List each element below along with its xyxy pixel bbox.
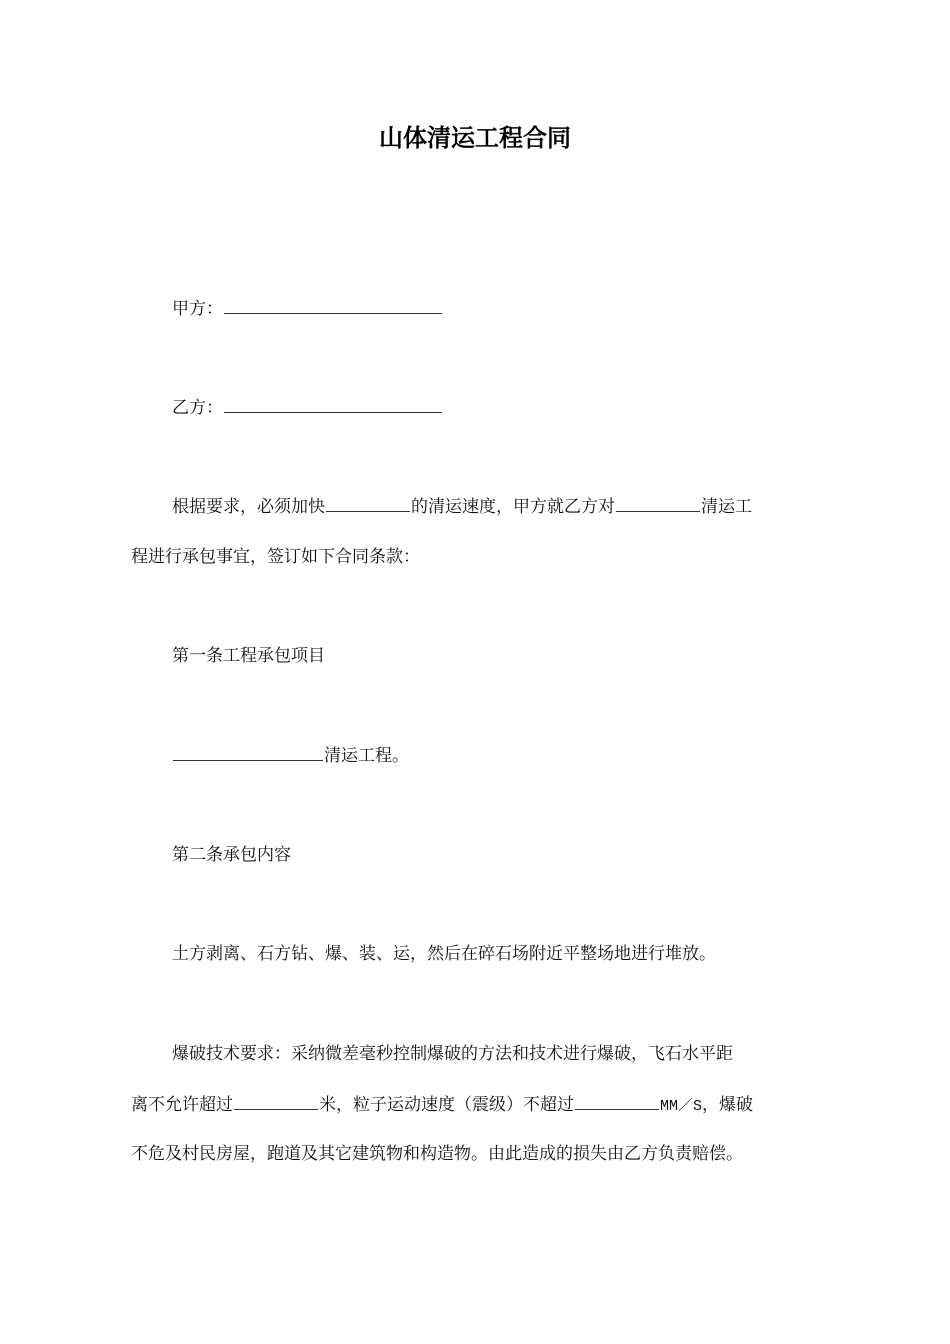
blast-text-1: 离不允许超过 — [131, 1095, 233, 1115]
intro-line-2: 程进行承包事宜，签订如下合同条款： — [131, 547, 420, 567]
intro-text-2: 的清运速度，甲方就乙方对 — [411, 497, 615, 517]
party-a-label: 甲方： — [172, 299, 223, 319]
article2-body: 土方剥离、石方钻、爆、装、运，然后在碎石场附近平整场地进行堆放。 — [172, 944, 716, 964]
blast-text-3: ，爆破 — [702, 1095, 754, 1115]
blast-line-2 — [131, 1093, 753, 1119]
party-a-blank[interactable] — [224, 298, 442, 314]
intro-text-1: 根据要求，必须加快 — [172, 497, 325, 517]
blast-text-2: 米，粒子运动速度（震级）不超过 — [319, 1095, 574, 1115]
intro-line-1 — [172, 495, 752, 519]
article1-blank[interactable] — [173, 745, 323, 761]
intro-blank-1[interactable] — [326, 496, 410, 512]
distance-blank[interactable] — [234, 1094, 318, 1110]
article1-body — [172, 744, 409, 768]
party-b-line — [172, 396, 443, 420]
party-a-line — [172, 297, 443, 321]
article1-heading: 第一条工程承包项目 — [172, 646, 325, 666]
intro-text-3: 清运工 — [701, 497, 752, 517]
party-b-label: 乙方： — [172, 398, 223, 418]
intro-blank-2[interactable] — [616, 496, 700, 512]
velocity-blank[interactable] — [575, 1094, 659, 1110]
article1-body-text: 清运工程。 — [324, 746, 409, 766]
article2-heading: 第二条承包内容 — [172, 845, 291, 865]
document-title: 山体清运工程合同 — [379, 124, 571, 152]
blast-line-3: 不危及村民房屋，跑道及其它建筑物和构造物。由此造成的损失由乙方负责赔偿。 — [131, 1144, 743, 1164]
velocity-unit: MM／S — [660, 1098, 703, 1115]
party-b-blank[interactable] — [224, 397, 442, 413]
blast-line-1: 爆破技术要求：采纳微差毫秒控制爆破的方法和技术进行爆破，飞石水平距 — [172, 1044, 733, 1064]
